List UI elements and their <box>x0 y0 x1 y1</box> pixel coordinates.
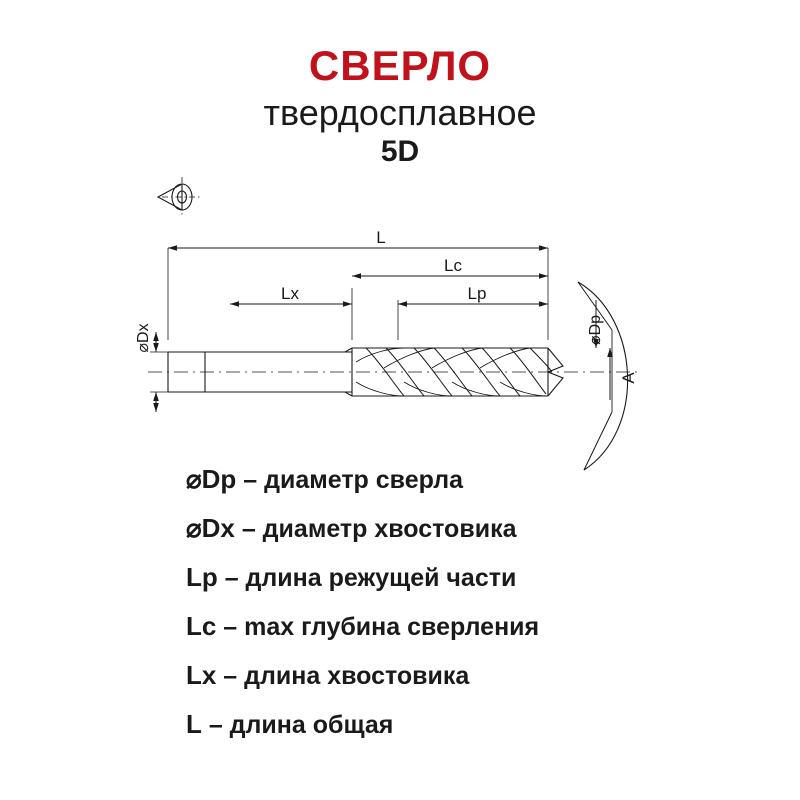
legend-symbol: Lp <box>186 562 218 592</box>
dimension-label-Lp: Lp <box>467 284 487 303</box>
list-item <box>186 662 746 689</box>
dimension-label-Lx: Lx <box>281 284 299 303</box>
dimension-label-Dx: ⌀Dx <box>135 323 152 353</box>
list-item <box>186 613 746 640</box>
title-block <box>0 44 800 168</box>
page-subtitle: твердосплавное <box>263 92 537 134</box>
page-title: СВЕРЛО <box>308 42 492 89</box>
legend-description: – диаметр сверла <box>236 466 464 494</box>
list-item <box>186 564 746 591</box>
legend-description: – диаметр хвостовика <box>234 515 517 543</box>
dimension-label-A: A <box>619 372 638 384</box>
legend-symbol: Lx <box>186 660 217 690</box>
first-angle-projection-symbol <box>156 176 202 218</box>
dimension-label-L: L <box>376 228 386 247</box>
legend-description: – длина хвостовика <box>216 662 470 690</box>
legend-symbol: Lc <box>186 611 217 641</box>
legend-symbol: L <box>186 709 202 739</box>
list-item <box>186 711 746 738</box>
legend-symbol: ⌀Dx <box>186 513 235 543</box>
legend-symbol: ⌀Dp <box>186 464 237 494</box>
dimension-label-Lc: Lc <box>444 256 462 275</box>
list-item <box>186 466 746 493</box>
legend-description: – длина общая <box>201 711 394 739</box>
legend-description: – max глубина сверления <box>216 613 540 641</box>
legend-description: – длина режущей части <box>217 564 517 592</box>
list-item <box>186 515 746 542</box>
dimension-label-Dp: ⌀Dp <box>587 314 604 346</box>
page-title-code: 5D <box>380 135 420 169</box>
legend <box>186 466 746 760</box>
